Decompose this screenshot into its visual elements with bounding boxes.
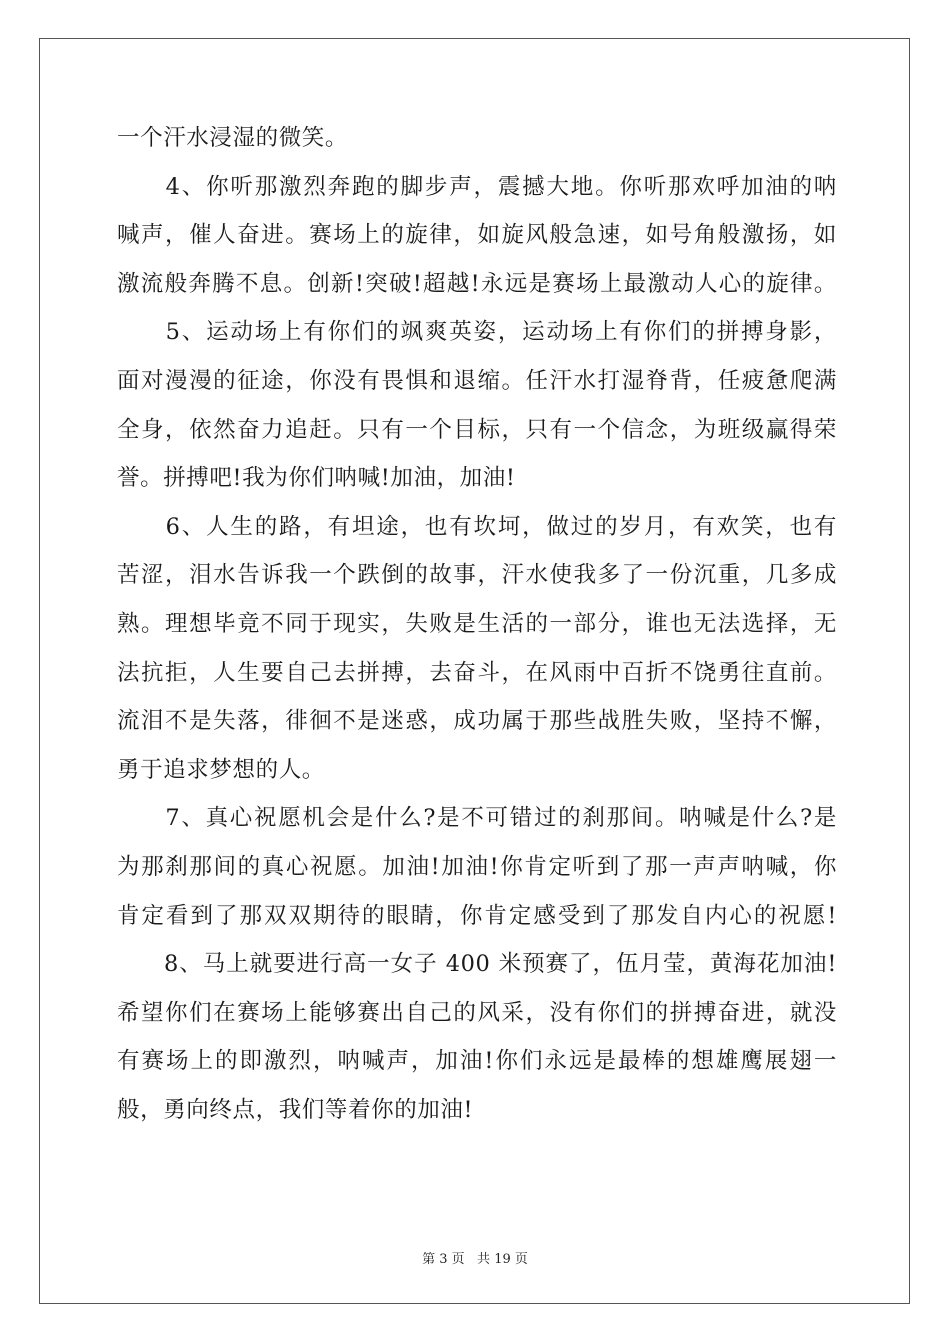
text-line: 激流般奔腾不息。创新!突破!超越!永远是赛场上最激动人心的旋律。 xyxy=(117,270,837,297)
text-line: 面对漫漫的征途，你没有畏惧和退缩。任汗水打湿脊背，任疲惫爬满 xyxy=(117,367,837,394)
text-line: 为那刹那间的真心祝愿。加油!加油!你肯定听到了那一声声呐喊，你 xyxy=(117,853,837,880)
text-line: 肯定看到了那双双期待的眼睛，你肯定感受到了那发自内心的祝愿! xyxy=(117,902,837,929)
text-line: 流泪不是失落，徘徊不是迷惑，成功属于那些战胜失败，坚持不懈， xyxy=(117,708,837,735)
text-line: 希望你们在赛场上能够赛出自己的风采，没有你们的拼搏奋进，就没 xyxy=(117,999,837,1026)
text-line: 苦涩，泪水告诉我一个跌倒的故事，汗水使我多了一份沉重，几多成 xyxy=(117,562,837,589)
text-line: 全身，依然奋力追赶。只有一个目标，只有一个信念，为班级赢得荣 xyxy=(117,416,837,443)
text-line: 喊声，催人奋进。赛场上的旋律，如旋风般急速，如号角般激扬，如 xyxy=(117,222,837,249)
text-line: 6、人生的路，有坦途，也有坎坷，做过的岁月，有欢笑，也有 xyxy=(117,513,837,540)
text-line: 一个汗水浸湿的微笑。 xyxy=(117,125,349,151)
document-body xyxy=(117,126,837,1146)
page-number-footer: 第 3 页 共 19 页 xyxy=(422,1252,528,1267)
text-line: 5、运动场上有你们的飒爽英姿，运动场上有你们的拼搏身影， xyxy=(117,319,837,346)
text-line: 勇于追求梦想的人。 xyxy=(117,756,325,783)
text-line: 法抗拒，人生要自己去拼搏，去奋斗，在风雨中百折不饶勇往直前。 xyxy=(117,659,837,686)
text-line: 8、马上就要进行高一女子 400 米预赛了，伍月莹，黄海花加油! xyxy=(117,951,837,978)
text-line: 4、你听那激烈奔跑的脚步声，震撼大地。你听那欢呼加油的呐 xyxy=(117,173,837,200)
text-line: 誉。拼搏吧!我为你们呐喊!加油，加油! xyxy=(117,465,516,492)
text-line: 熟。理想毕竟不同于现实，失败是生活的一部分，谁也无法选择，无 xyxy=(117,610,837,637)
text-line: 般，勇向终点，我们等着你的加油! xyxy=(117,1096,474,1123)
text-line: 有赛场上的即激烈，呐喊声，加油!你们永远是最棒的想雄鹰展翅一 xyxy=(117,1048,837,1075)
text-line: 7、真心祝愿机会是什么?是不可错过的刹那间。呐喊是什么?是 xyxy=(117,805,837,832)
